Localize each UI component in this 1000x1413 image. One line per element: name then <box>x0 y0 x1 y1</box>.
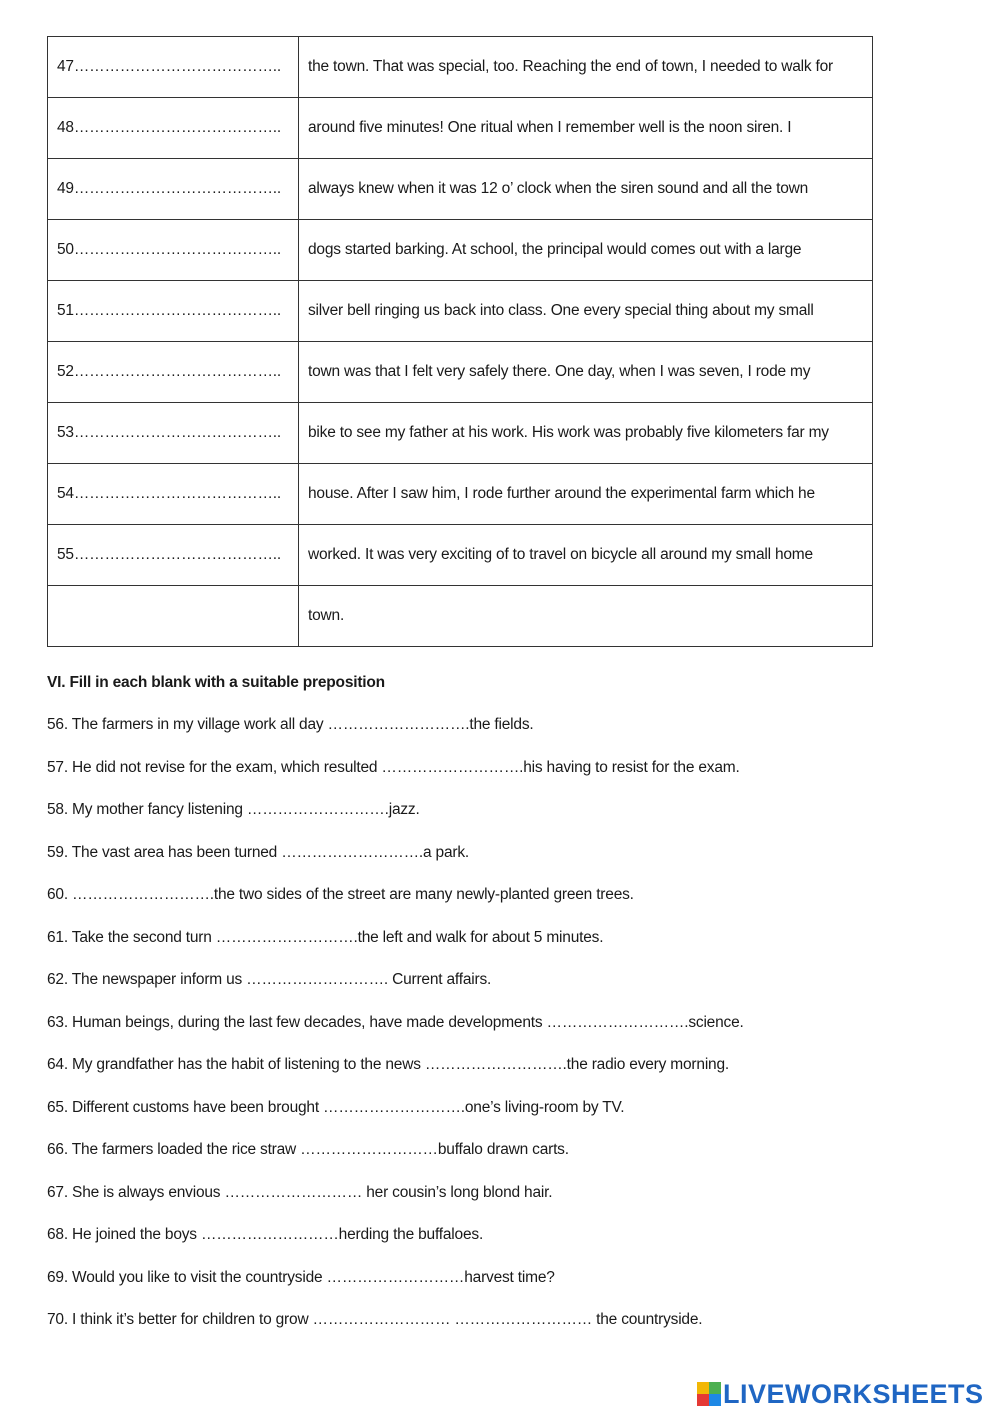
question-item: 69. Would you like to visit the countryside ………………………harvest time? <box>47 1268 555 1286</box>
passage-line-cell: town. <box>299 586 873 647</box>
question-item: 58. My mother fancy listening ……………………….jazz. <box>47 801 420 818</box>
liveworksheets-logo-icon <box>697 1382 721 1406</box>
answer-blank-cell[interactable]: 50………………………………….. <box>48 220 299 281</box>
passage-line-cell: the town. That was special, too. Reaching the end of town, I needed to walk for <box>299 37 873 98</box>
passage-line-cell: always knew when it was 12 o’ clock when the siren sound and all the town <box>299 159 873 220</box>
question-list <box>47 716 947 1354</box>
question-item: 66. The farmers loaded the rice straw ………………………buffalo drawn carts. <box>47 1141 569 1158</box>
answer-blank-cell[interactable] <box>48 586 299 647</box>
question-item: 60. ……………………….the two sides of the street are many newly-planted green trees. <box>47 886 634 903</box>
passage-line-cell: around five minutes! One ritual when I remember well is the noon siren. I <box>299 98 873 159</box>
question-item: 70. I think it’s better for children to grow ……………………… ……………………… the countryside. <box>47 1311 703 1328</box>
answer-blank-cell[interactable]: 52………………………………….. <box>48 342 299 403</box>
table-row <box>48 98 873 159</box>
question-item: 67. She is always envious ……………………… her cousin’s long blond hair. <box>47 1183 553 1201</box>
passage-line-cell: town was that I felt very safely there. One day, when I was seven, I rode my <box>299 342 873 403</box>
table-row <box>48 464 873 525</box>
question-item: 63. Human beings, during the last few decades, have made developments ……………………….science. <box>47 1013 744 1031</box>
question-item: 62. The newspaper inform us ………………………. Current affairs. <box>47 971 492 988</box>
table-row <box>48 403 873 464</box>
question-item: 65. Different customs have been brought ……………………….one’s living-room by TV. <box>47 1098 625 1116</box>
answer-blank-cell[interactable]: 47………………………………….. <box>48 37 299 98</box>
table-row <box>48 342 873 403</box>
logo-text: LIVEWORKSHEETS <box>723 1378 984 1409</box>
question-item: 61. Take the second turn ……………………….the left and walk for about 5 minutes. <box>47 928 604 946</box>
table-row <box>48 159 873 220</box>
table-row <box>48 586 873 647</box>
passage-line-cell: silver bell ringing us back into class. One every special thing about my small <box>299 281 873 342</box>
liveworksheets-logo <box>697 1378 984 1410</box>
passage-line-cell: dogs started barking. At school, the principal would comes out with a large <box>299 220 873 281</box>
answer-blank-cell[interactable]: 48………………………………….. <box>48 98 299 159</box>
answer-blank-cell[interactable]: 54………………………………….. <box>48 464 299 525</box>
table-row <box>48 525 873 586</box>
passage-line-cell: bike to see my father at his work. His work was probably five kilometers far my <box>299 403 873 464</box>
question-item: 57. He did not revise for the exam, which resulted ……………………….his having to resist for the exam. <box>47 758 740 776</box>
question-item: 64. My grandfather has the habit of listening to the news ……………………….the radio every morning. <box>47 1056 730 1073</box>
section-title: VI. Fill in each blank with a suitable preposition <box>47 674 385 691</box>
table-row <box>48 37 873 98</box>
answer-blank-cell[interactable]: 51………………………………….. <box>48 281 299 342</box>
passage-line-cell: house. After I saw him, I rode further around the experimental farm which he <box>299 464 873 525</box>
question-item: 56. The farmers in my village work all day ……………………….the fields. <box>47 716 534 733</box>
answer-blank-cell[interactable]: 55………………………………….. <box>48 525 299 586</box>
passage-line-cell: worked. It was very exciting of to travel on bicycle all around my small home <box>299 525 873 586</box>
answer-table <box>47 36 873 647</box>
question-item: 68. He joined the boys ………………………herding the buffaloes. <box>47 1226 484 1243</box>
table-row <box>48 281 873 342</box>
question-item: 59. The vast area has been turned ……………………….a park. <box>47 843 469 861</box>
answer-blank-cell[interactable]: 49………………………………….. <box>48 159 299 220</box>
answer-blank-cell[interactable]: 53………………………………….. <box>48 403 299 464</box>
table-row <box>48 220 873 281</box>
